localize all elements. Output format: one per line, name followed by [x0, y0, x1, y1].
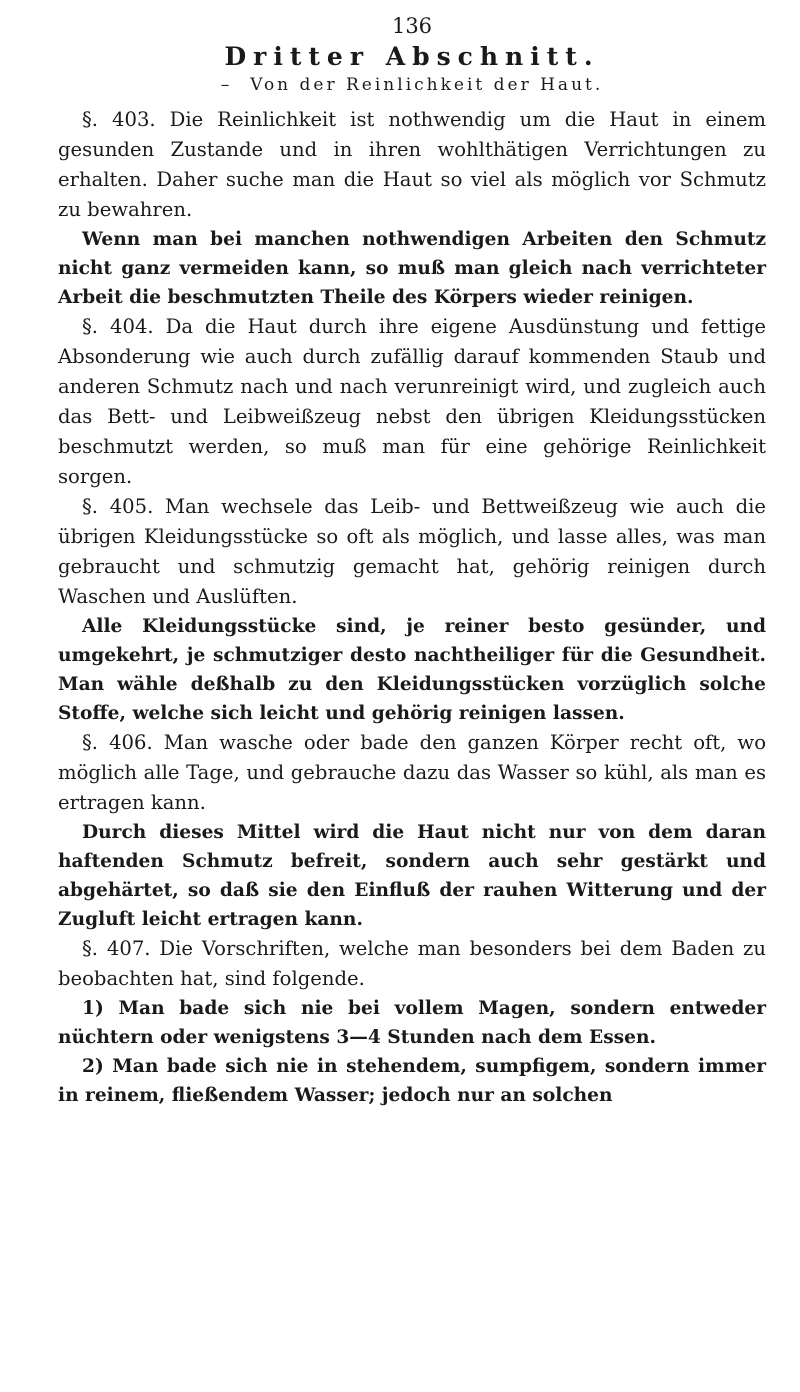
paragraph-405: §. 405. Man wechsele das Leib- und Bettweißzeug wie auch die übrigen Kleidungsstücke so oft als möglich, und lasse alles, was man gebraucht und schmutzig gemacht hat, gehörig reinigen durch Waschen und Auslüften. [58, 495, 766, 608]
list-item: 1) Man bade sich nie bei vollem Magen, sondern entweder nüchtern oder wenigstens 3—4 Stunden nach dem Essen. [58, 998, 766, 1048]
paragraph-406: §. 406. Man wasche oder bade den ganzen Körper recht oft, wo möglich alle Tage, und gebrauche dazu das Wasser so kühl, als man es ertragen kann. [58, 731, 766, 814]
list-item: 2) Man bade sich nie in stehendem, sumpfigem, sondern immer in reinem, fließendem Wasser; jedoch nur an solchen [58, 1056, 766, 1106]
page-number: 136 [391, 14, 433, 38]
note-406: Durch dieses Mittel wird die Haut nicht nur von dem daran haftenden Schmutz befreit, sondern auch sehr gestärkt und abgehärtet, so daß sie den Einfluß der rauhen Witterung und der Zugluft leicht ertragen kann. [58, 822, 766, 930]
section-subheading [58, 75, 766, 95]
note-405: Alle Kleidungsstücke sind, je reiner besto gesünder, und umgekehrt, je schmutziger desto nachtheiliger für die Gesundheit. Man wähle deßhalb zu den Kleidungsstücken vorzüglich solche Stoffe, welche sich leicht und gehörig reinigen lassen. [58, 616, 766, 724]
rules-list [58, 994, 766, 1110]
paragraph-404: §. 404. Da die Haut durch ihre eigene Ausdünstung und fettige Absonderung wie auch durch zufällig darauf kommenden Staub und anderen Schmutz nach und nach verunreinigt wird, und zugleich auch das Bett- und Leibweißzeug nebst den übrigen Kleidungsstücken beschmutzt werden, so muß man für eine gehörige Reinlichkeit sorgen. [58, 315, 766, 488]
paragraph-403: §. 403. Die Reinlichkeit ist nothwendig um die Haut in einem gesunden Zustande und in ihren wohlthätigen Verrichtungen zu erhalten. Daher suche man die Haut so viel als möglich vor Schmutz zu bewahren. [58, 108, 766, 221]
paragraph-407: §. 407. Die Vorschriften, welche man besonders bei dem Baden zu beobachten hat, sind folgende. [58, 937, 766, 990]
note-403: Wenn man bei manchen nothwendigen Arbeiten den Schmutz nicht ganz vermeiden kann, so muß man gleich nach verrichteter Arbeit die beschmutzten Theile des Körpers wieder reinigen. [58, 229, 766, 308]
body-text [58, 105, 766, 1110]
subheading-text: Von der Reinlichkeit der Haut. [250, 75, 604, 95]
chapter-heading: Dritter Abschnitt. [224, 42, 600, 71]
subheading-dash: – [220, 75, 233, 95]
